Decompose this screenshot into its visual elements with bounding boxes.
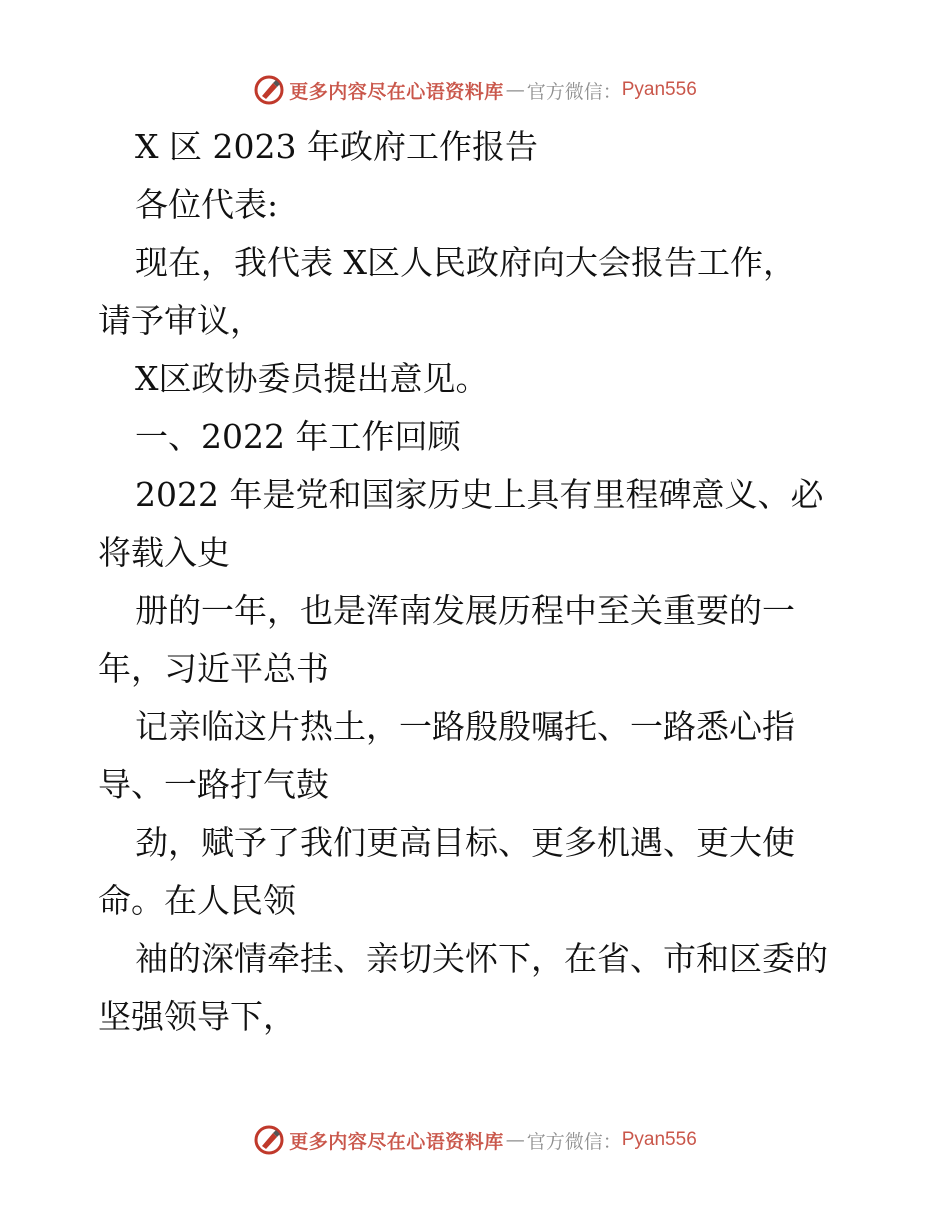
body-line: 现在，我代表 X区人民政府向大会报告工作， (135, 243, 796, 282)
salutation: 各位代表: (135, 185, 279, 224)
logo-icon (253, 1124, 285, 1156)
body-line: 年，习近平总书 (98, 649, 329, 688)
footer-banner (0, 1120, 950, 1160)
body-line: 袖的深情牵挂、亲切关怀下，在省、市和区委的 (135, 939, 828, 978)
document-body (98, 118, 858, 1046)
document-title: X 区 2023 年政府工作报告 (135, 127, 538, 166)
banner-dash: — (505, 79, 525, 101)
header-banner (0, 70, 950, 110)
body-line: 导、一路打气鼓 (98, 765, 329, 804)
body-line: X区政协委员提出意见。 (135, 359, 489, 398)
banner-official-label: 官方微信： (526, 1130, 622, 1153)
body-line: 将载入史 (98, 533, 230, 572)
banner-wechat-id: Pyan556 (621, 1129, 697, 1150)
body-line: 劲，赋予了我们更高目标、更多机遇、更大使 (135, 823, 795, 862)
section-heading: 一、2022 年工作回顾 (135, 417, 461, 456)
body-line: 坚强领导下， (98, 997, 296, 1036)
body-line: 册的一年，也是浑南发展历程中至关重要的一 (135, 591, 795, 630)
banner-official-label: 官方微信： (526, 80, 622, 103)
body-line: 记亲临这片热土，一路殷殷嘱托、一路悉心指 (135, 707, 795, 746)
body-line: 请予审议， (98, 301, 263, 340)
banner-main-text: 更多内容尽在心语资料库 (289, 1130, 504, 1153)
body-line: 命。在人民领 (98, 881, 296, 920)
banner-wechat-id: Pyan556 (621, 79, 697, 100)
banner-dash: — (505, 1129, 525, 1151)
logo-icon (253, 74, 285, 106)
body-line: 2022 年是党和国家历史上具有里程碑意义、必 (135, 475, 824, 514)
banner-main-text: 更多内容尽在心语资料库 (289, 80, 504, 103)
